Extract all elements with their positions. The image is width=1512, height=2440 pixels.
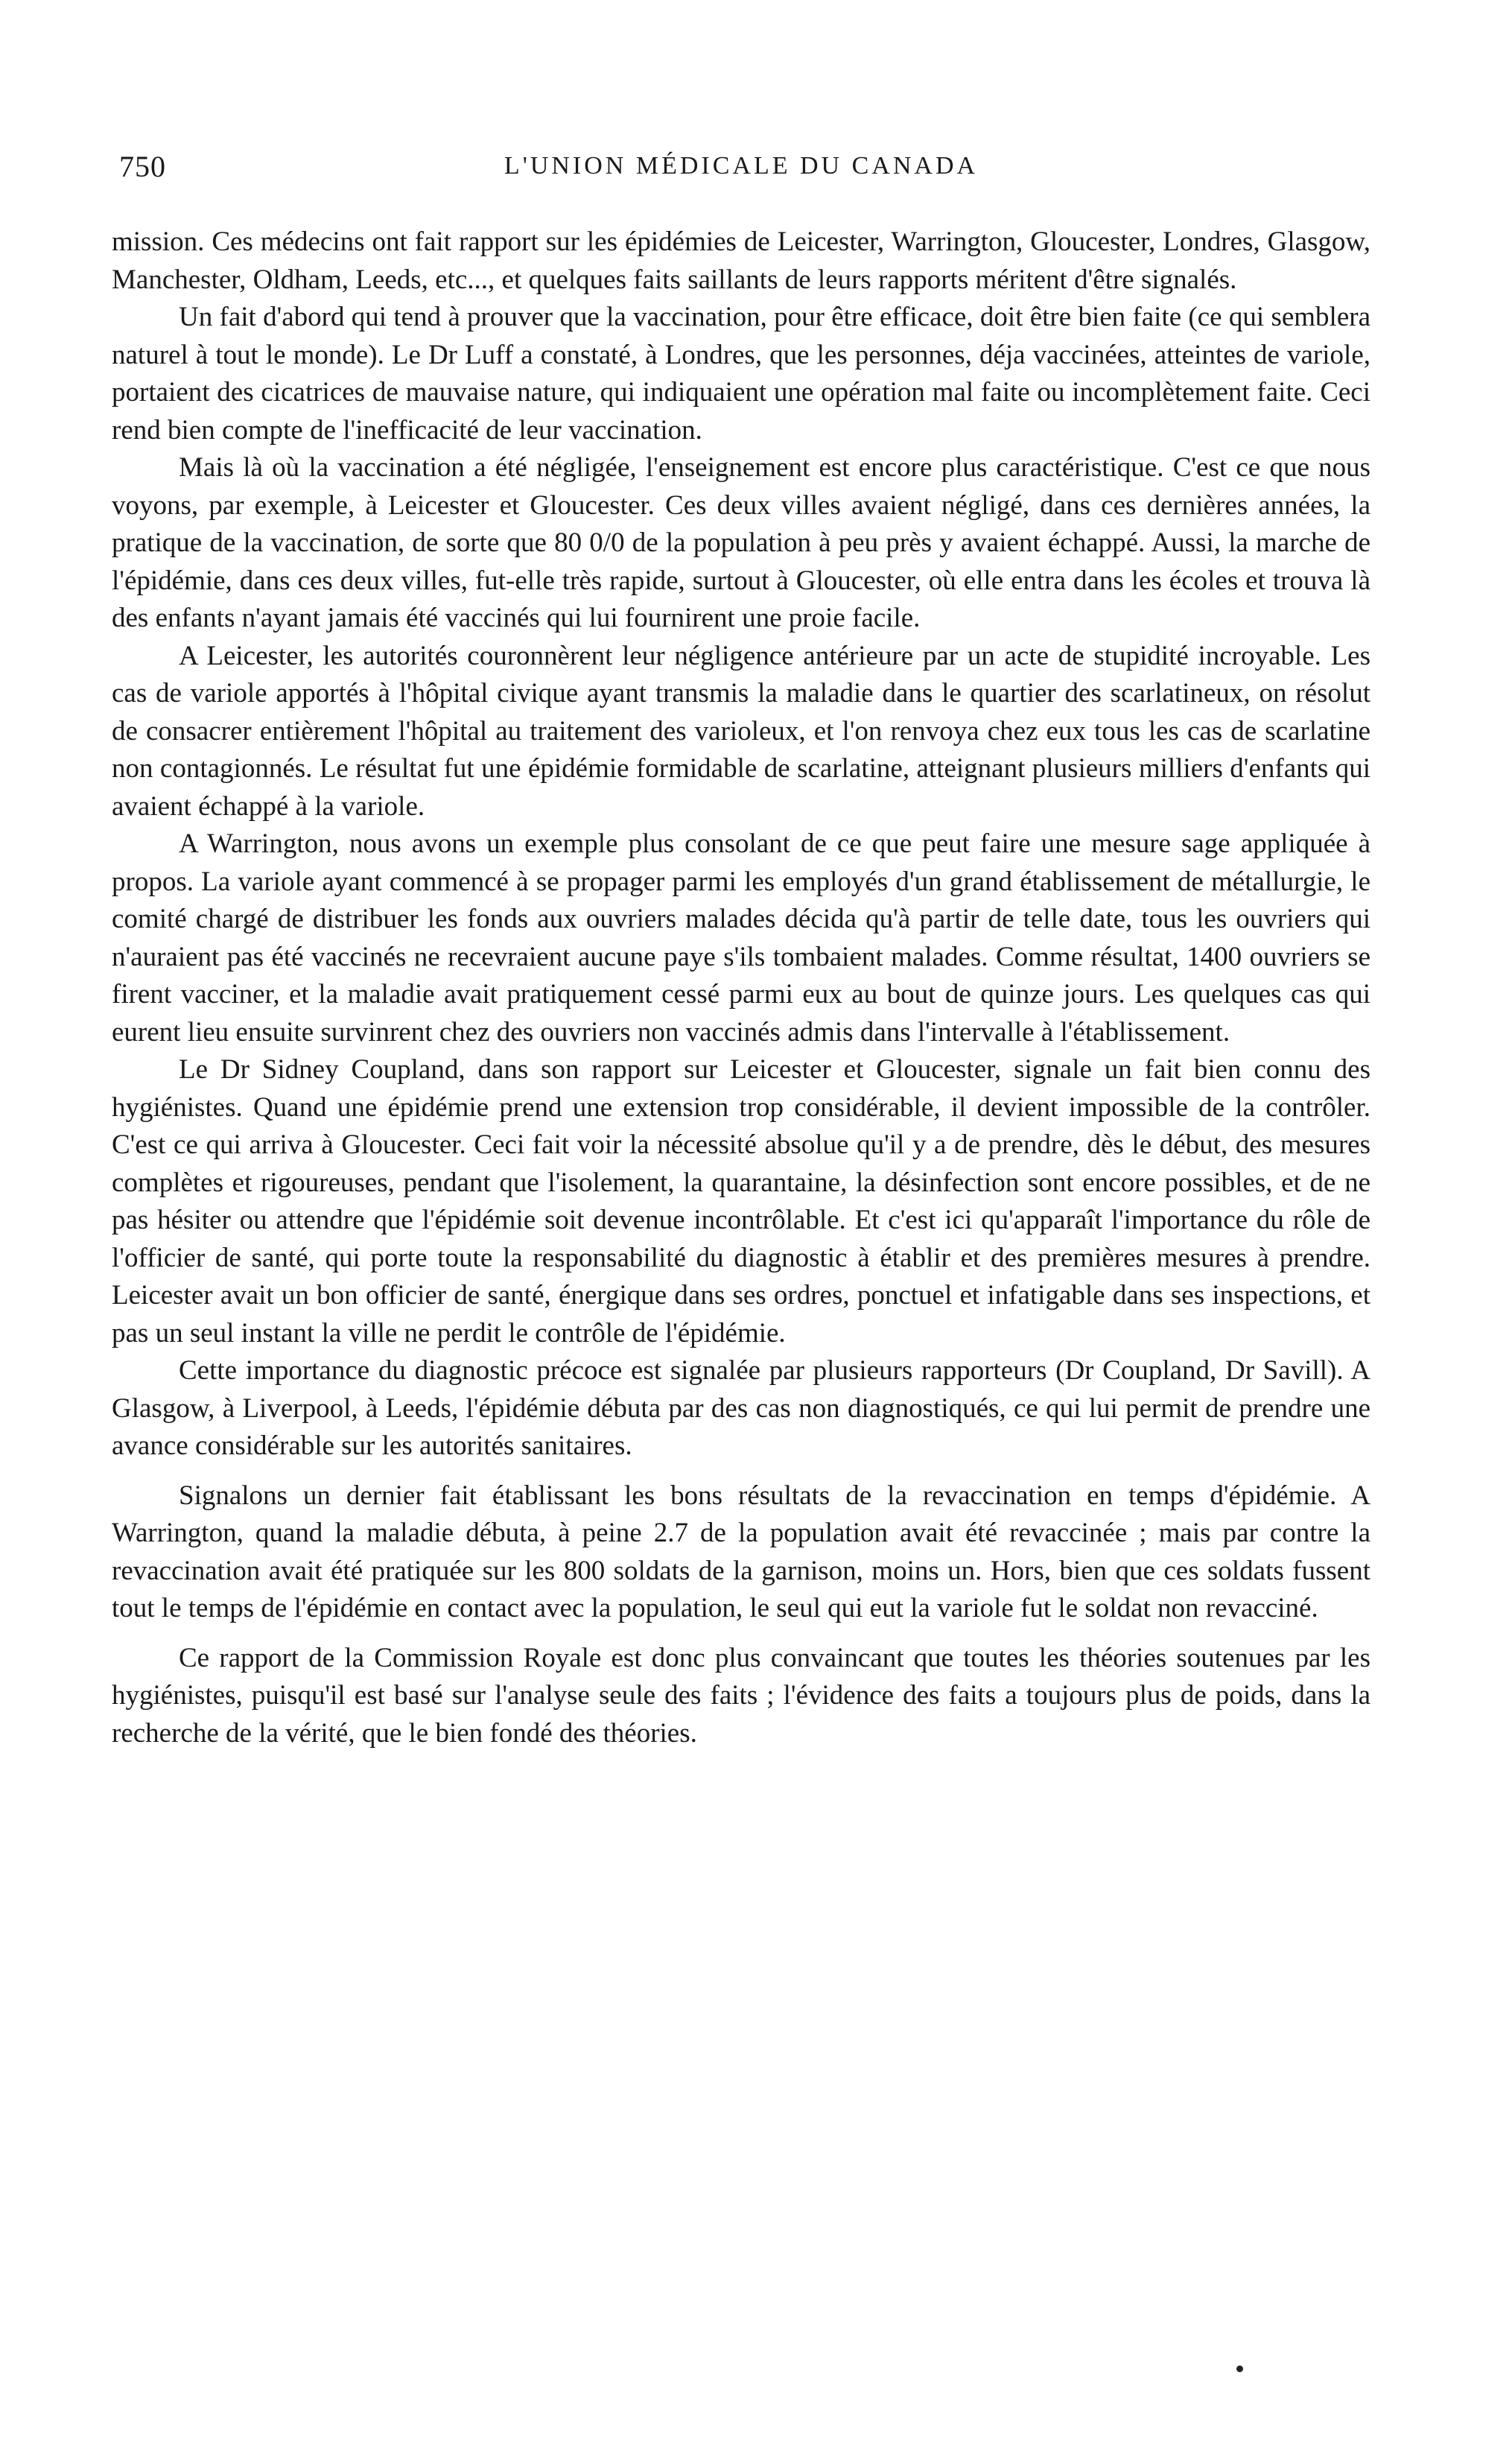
stray-ink-mark — [1236, 2365, 1243, 2372]
paragraph-conclusion: Ce rapport de la Commission Royale est donc plus convaincant que toutes les théories soutenues par les hygiénistes, puisqu'il est basé sur l'analyse seule des faits ; l'évidence des faits a toujours plus de poids, dans la recherche de la vérité, que le bien fondé des théories. — [112, 1642, 1370, 1749]
paragraph-coupland: Le Dr Sidney Coupland, dans son rapport sur Leicester et Gloucester, signale un fait bien connu des hygiénistes. Quand une épidémie prend une extension trop considérable, il devient impossible de la contrôler. C'est ce qui arriva à Gloucester. Ceci fait voir la nécessité absolue qu'il y a de prendre, dès le début, des mesures complètes et rigoureuses, pendant que l'isolement, la quarantaine, la désinfection sont encore possibles, et de ne pas hésiter ou attendre que l'épidémie soit devenue incontrôlable. Et c'est ici qu'apparaît l'importance du rôle de l'officier de santé, qui porte toute la responsabilité du diagnostic à établir et des premières mesures à prendre. Leicester avait un bon officier de santé, énergique dans ses ordres, ponctuel et infatigable dans ses inspections, et pas un seul instant la ville ne perdit le contrôle de l'épidémie. — [112, 1054, 1370, 1349]
journal-title: L'UNION MÉDICALE DU CANADA — [504, 152, 979, 180]
article-body — [112, 224, 1370, 1752]
paragraph-negligence: Mais là où la vaccination a été négligée, l'enseignement est encore plus caractéristique. C'est ce que nous voyons, par exemple, à Leicester et Gloucester. Ces deux villes avaient négligé, dans ces dernières années, la pratique de la vaccination, de sorte que 80 0/0 de la population à peu près y avaient échappé. Aussi, la marche de l'épidémie, dans ces deux villes, fut-elle très rapide, surtout à Gloucester, où elle entra dans les écoles et trouva là des enfants n'ayant jamais été vaccinés qui lui fournirent une proie facile. — [112, 452, 1370, 633]
page-number: 750 — [119, 150, 166, 183]
paragraph-warrington: A Warrington, nous avons un exemple plus consolant de ce que peut faire une mesure sage appliquée à propos. La variole ayant commencé à se propager parmi les employés d'un grand établissement de métallurgie, le comité chargé de distribuer les fonds aux ouvriers malades décida qu'à partir de telle date, tous les ouvriers qui n'auraient pas été vaccinés ne recevraient aucune paye s'ils tombaient malades. Comme résultat, 1400 ouvriers se firent vacciner, et la maladie avait pratiquement cessé parmi eux au bout de quinze jours. Les quelques cas qui eurent lieu ensuite survinrent chez des ouvriers non vaccinés admis dans l'intervalle à l'établissement. — [112, 828, 1370, 1048]
paragraph-efficacite: Un fait d'abord qui tend à prouver que la vaccination, pour être efficace, doit être bien faite (ce qui semblera naturel à tout le monde). Le Dr Luff a constaté, à Londres, que les personnes, déja vaccinées, atteintes de variole, portaient des cicatrices de mauvaise nature, qui indiquaient une opération mal faite ou incomplètement faite. Ceci rend bien compte de l'inefficacité de leur vaccination. — [112, 302, 1370, 446]
page — [112, 149, 1370, 1752]
paragraph-leicester: A Leicester, les autorités couronnèrent leur négligence antérieure par un acte de stupidité incroyable. Les cas de variole apportés à l'hôpital civique ayant transmis la maladie dans le quartier des scarlatineux, on résolut de consacrer entièrement l'hôpital au traitement des varioleux, et l'on renvoya chez eux tous les cas de scarlatine non contagionnés. Le résultat fut une épidémie formidable de scarlatine, atteignant plusieurs milliers d'enfants qui avaient échappé à la variole. — [112, 640, 1370, 822]
running-head — [112, 149, 1370, 194]
paragraph-continued: mission. Ces médecins ont fait rapport sur les épidémies de Leicester, Warrington, Gloucester, Londres, Glasgow, Manchester, Oldham, Leeds, etc..., et quelques faits saillants de leurs rapports méritent d'être signalés. — [112, 226, 1370, 295]
paragraph-revaccination: Signalons un dernier fait établissant les bons résultats de la revaccination en temps d'épidémie. A Warrington, quand la maladie débuta, à peine 2.7 de la population avait été revaccinée ; mais par contre la revaccination avait été pratiquée sur les 800 soldats de la garnison, moins un. Hors, bien que ces soldats fussent tout le temps de l'épidémie en contact avec la population, le seul qui eut la variole fut le soldat non revacciné. — [112, 1480, 1370, 1623]
paragraph-diagnostic: Cette importance du diagnostic précoce est signalée par plusieurs rapporteurs (Dr Coupland, Dr Savill). A Glasgow, à Liverpool, à Leeds, l'épidémie débuta par des cas non diagnostiqués, ce qui lui permit de prendre une avance considérable sur les autorités sanitaires. — [112, 1355, 1370, 1461]
